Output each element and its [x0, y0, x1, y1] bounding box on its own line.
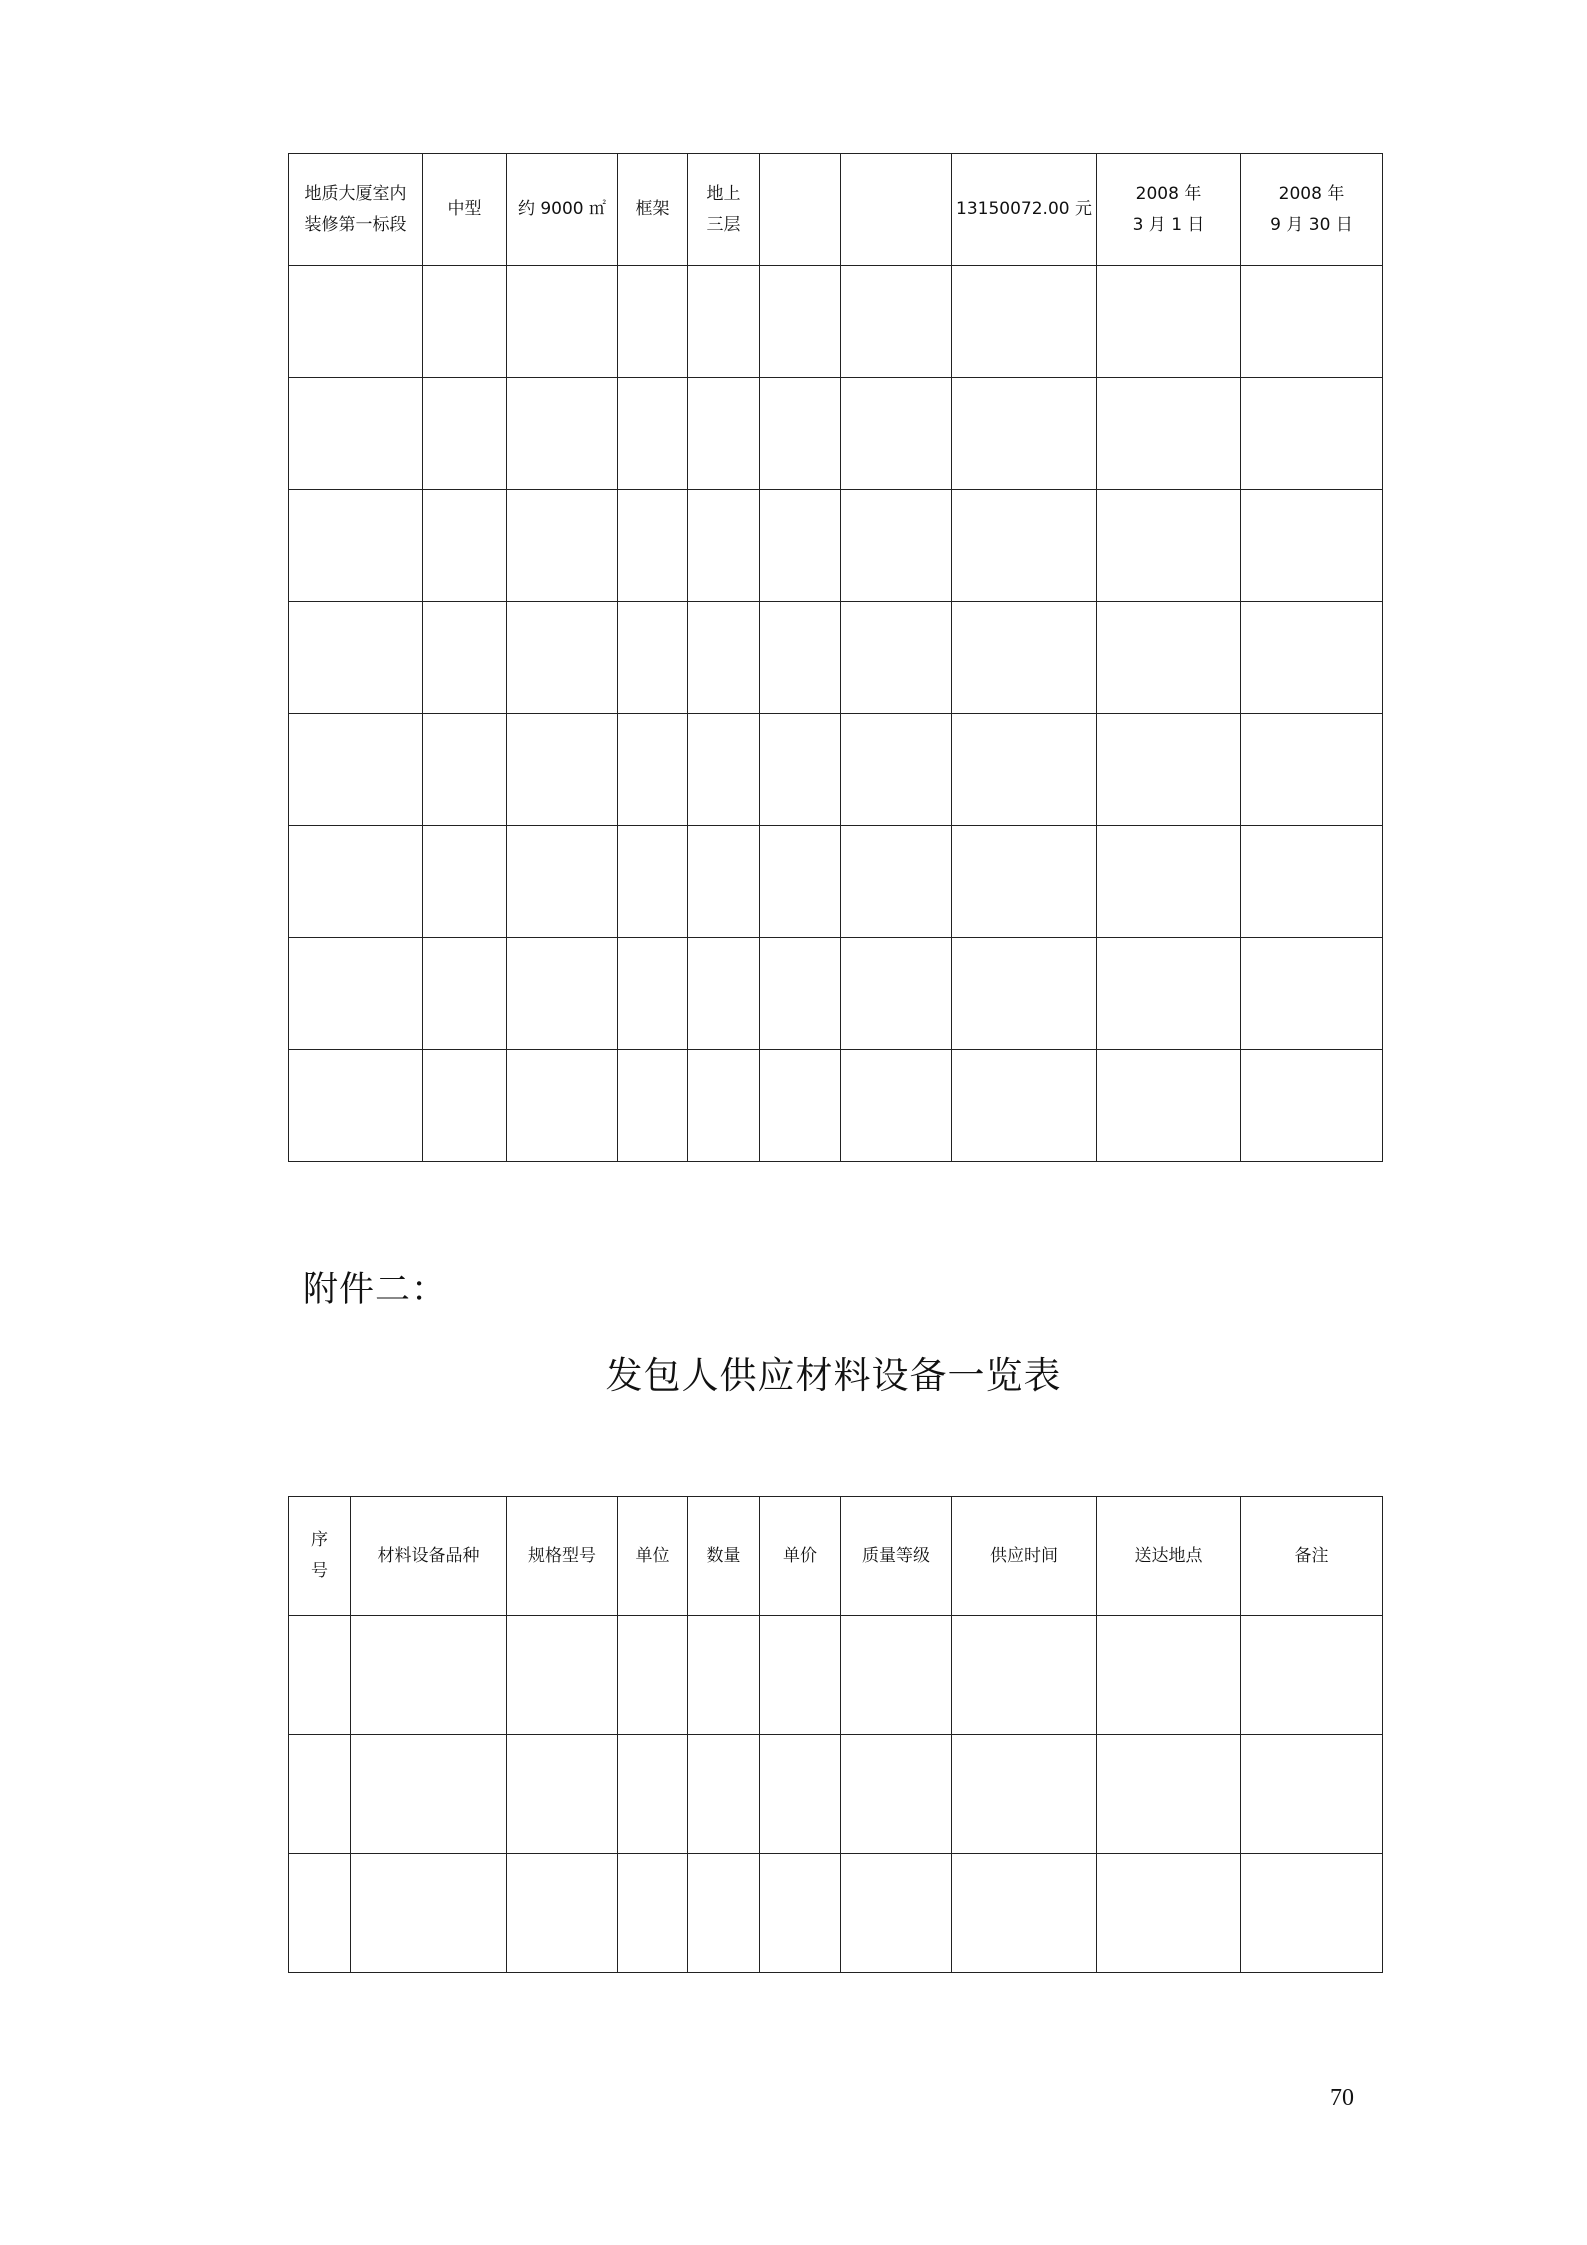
table-cell — [507, 714, 618, 826]
table-cell — [841, 266, 952, 378]
table-cell — [760, 1050, 841, 1162]
table-cell — [841, 714, 952, 826]
table-cell — [423, 602, 507, 714]
table-cell — [688, 490, 760, 602]
project-row — [289, 154, 1383, 266]
project-blank-cell — [841, 154, 952, 266]
table-cell — [1097, 1854, 1241, 1973]
table-cell — [841, 938, 952, 1050]
table-cell — [688, 266, 760, 378]
table-cell — [1241, 826, 1383, 938]
table-cell — [1097, 266, 1241, 378]
table-cell — [507, 1616, 618, 1735]
table-cell — [1241, 490, 1383, 602]
table-cell — [952, 602, 1097, 714]
table-cell — [507, 1854, 618, 1973]
table-cell — [507, 602, 618, 714]
table-cell — [841, 1050, 952, 1162]
header-unit: 单位 — [618, 1497, 688, 1616]
table-cell — [423, 1050, 507, 1162]
page-title: 发包人供应材料设备一览表 — [605, 1354, 1062, 1397]
table-cell — [688, 378, 760, 490]
table-cell — [289, 266, 423, 378]
table-row — [289, 1616, 1383, 1735]
table-cell — [289, 490, 423, 602]
project-scale-cell: 中型 — [423, 154, 507, 266]
table-cell — [688, 826, 760, 938]
table-cell — [952, 378, 1097, 490]
table-cell — [1241, 938, 1383, 1050]
table-cell — [618, 938, 688, 1050]
header-delivery-place: 送达地点 — [1097, 1497, 1241, 1616]
project-structure-cell: 框架 — [618, 154, 688, 266]
header-unit-price: 单价 — [760, 1497, 841, 1616]
header-seq: 序 号 — [289, 1497, 351, 1616]
project-end-date-cell: 2008 年 9 月 30 日 — [1241, 154, 1383, 266]
table-cell — [1097, 714, 1241, 826]
table-cell — [1241, 378, 1383, 490]
table-row — [289, 602, 1383, 714]
table-cell — [688, 1854, 760, 1973]
table-row — [289, 1854, 1383, 1973]
table-cell — [507, 490, 618, 602]
table-cell — [760, 266, 841, 378]
project-name-cell: 地质大厦室内 装修第一标段 — [289, 154, 423, 266]
table-cell — [1097, 1735, 1241, 1854]
table-cell — [841, 602, 952, 714]
table-cell — [841, 1854, 952, 1973]
table-cell — [760, 826, 841, 938]
table-cell — [1241, 266, 1383, 378]
table-cell — [351, 1616, 507, 1735]
table-cell — [351, 1854, 507, 1973]
table-cell — [1241, 602, 1383, 714]
header-quantity: 数量 — [688, 1497, 760, 1616]
table-cell — [618, 1735, 688, 1854]
table-cell — [1097, 602, 1241, 714]
table-cell — [1241, 1616, 1383, 1735]
table-cell — [841, 826, 952, 938]
table-cell — [841, 378, 952, 490]
project-start-date-cell: 2008 年 3 月 1 日 — [1097, 154, 1241, 266]
table-cell — [618, 826, 688, 938]
table-cell — [1097, 1050, 1241, 1162]
header-material-type: 材料设备品种 — [351, 1497, 507, 1616]
table-row — [289, 938, 1383, 1050]
table-cell — [952, 490, 1097, 602]
table-cell — [952, 1854, 1097, 1973]
project-table — [288, 153, 1383, 1162]
table-cell — [423, 490, 507, 602]
materials-empty-rows — [289, 1616, 1383, 1973]
header-supply-time: 供应时间 — [952, 1497, 1097, 1616]
table-cell — [760, 1854, 841, 1973]
table-cell — [688, 1616, 760, 1735]
materials-header-row — [289, 1497, 1383, 1616]
table-cell — [289, 602, 423, 714]
table-cell — [507, 826, 618, 938]
attachment-label: 附件二： — [303, 1270, 448, 1310]
table-cell — [507, 1735, 618, 1854]
table-cell — [952, 1735, 1097, 1854]
table-row — [289, 266, 1383, 378]
table-cell — [760, 490, 841, 602]
table-cell — [289, 1735, 351, 1854]
table-cell — [1097, 378, 1241, 490]
table-row — [289, 1050, 1383, 1162]
table-cell — [688, 1735, 760, 1854]
table-cell — [289, 378, 423, 490]
table-cell — [507, 378, 618, 490]
table-cell — [952, 1050, 1097, 1162]
table-cell — [1241, 714, 1383, 826]
table-cell — [1241, 1735, 1383, 1854]
table-cell — [952, 826, 1097, 938]
table-cell — [289, 714, 423, 826]
project-amount-cell: 13150072.00 元 — [952, 154, 1097, 266]
table-cell — [351, 1735, 507, 1854]
table-cell — [1097, 490, 1241, 602]
table-cell — [841, 1616, 952, 1735]
header-spec-model: 规格型号 — [507, 1497, 618, 1616]
table-cell — [952, 714, 1097, 826]
table-cell — [423, 938, 507, 1050]
table-cell — [289, 1854, 351, 1973]
project-empty-rows — [289, 266, 1383, 1162]
table-cell — [618, 1616, 688, 1735]
table-cell — [688, 1050, 760, 1162]
table-cell — [760, 602, 841, 714]
page-number: 70 — [1330, 2085, 1354, 2111]
table-cell — [289, 1050, 423, 1162]
table-cell — [688, 938, 760, 1050]
project-area-cell: 约 9000 ㎡ — [507, 154, 618, 266]
table-cell — [841, 1735, 952, 1854]
table-row — [289, 490, 1383, 602]
table-cell — [952, 938, 1097, 1050]
table-cell — [423, 826, 507, 938]
table-cell — [423, 714, 507, 826]
table-cell — [618, 1854, 688, 1973]
table-cell — [1097, 826, 1241, 938]
table-row — [289, 714, 1383, 826]
table-cell — [1241, 1050, 1383, 1162]
table-cell — [289, 938, 423, 1050]
table-cell — [760, 938, 841, 1050]
table-cell — [618, 602, 688, 714]
table-cell — [1097, 938, 1241, 1050]
table-cell — [618, 714, 688, 826]
table-cell — [760, 1735, 841, 1854]
table-cell — [841, 490, 952, 602]
table-row — [289, 378, 1383, 490]
table-cell — [618, 1050, 688, 1162]
project-blank-cell — [760, 154, 841, 266]
header-quality-grade: 质量等级 — [841, 1497, 952, 1616]
table-cell — [618, 490, 688, 602]
table-cell — [423, 378, 507, 490]
table-cell — [1241, 1854, 1383, 1973]
table-cell — [423, 266, 507, 378]
table-cell — [618, 266, 688, 378]
table-cell — [507, 1050, 618, 1162]
table-cell — [760, 1616, 841, 1735]
table-cell — [507, 266, 618, 378]
table-row — [289, 826, 1383, 938]
table-cell — [952, 266, 1097, 378]
project-floors-cell: 地上 三层 — [688, 154, 760, 266]
table-cell — [1097, 1616, 1241, 1735]
table-cell — [289, 1616, 351, 1735]
table-cell — [688, 714, 760, 826]
table-cell — [688, 602, 760, 714]
table-cell — [760, 378, 841, 490]
table-cell — [618, 378, 688, 490]
table-cell — [952, 1616, 1097, 1735]
header-remarks: 备注 — [1241, 1497, 1383, 1616]
table-cell — [760, 714, 841, 826]
materials-table — [288, 1496, 1383, 1973]
table-cell — [289, 826, 423, 938]
table-cell — [507, 938, 618, 1050]
table-row — [289, 1735, 1383, 1854]
